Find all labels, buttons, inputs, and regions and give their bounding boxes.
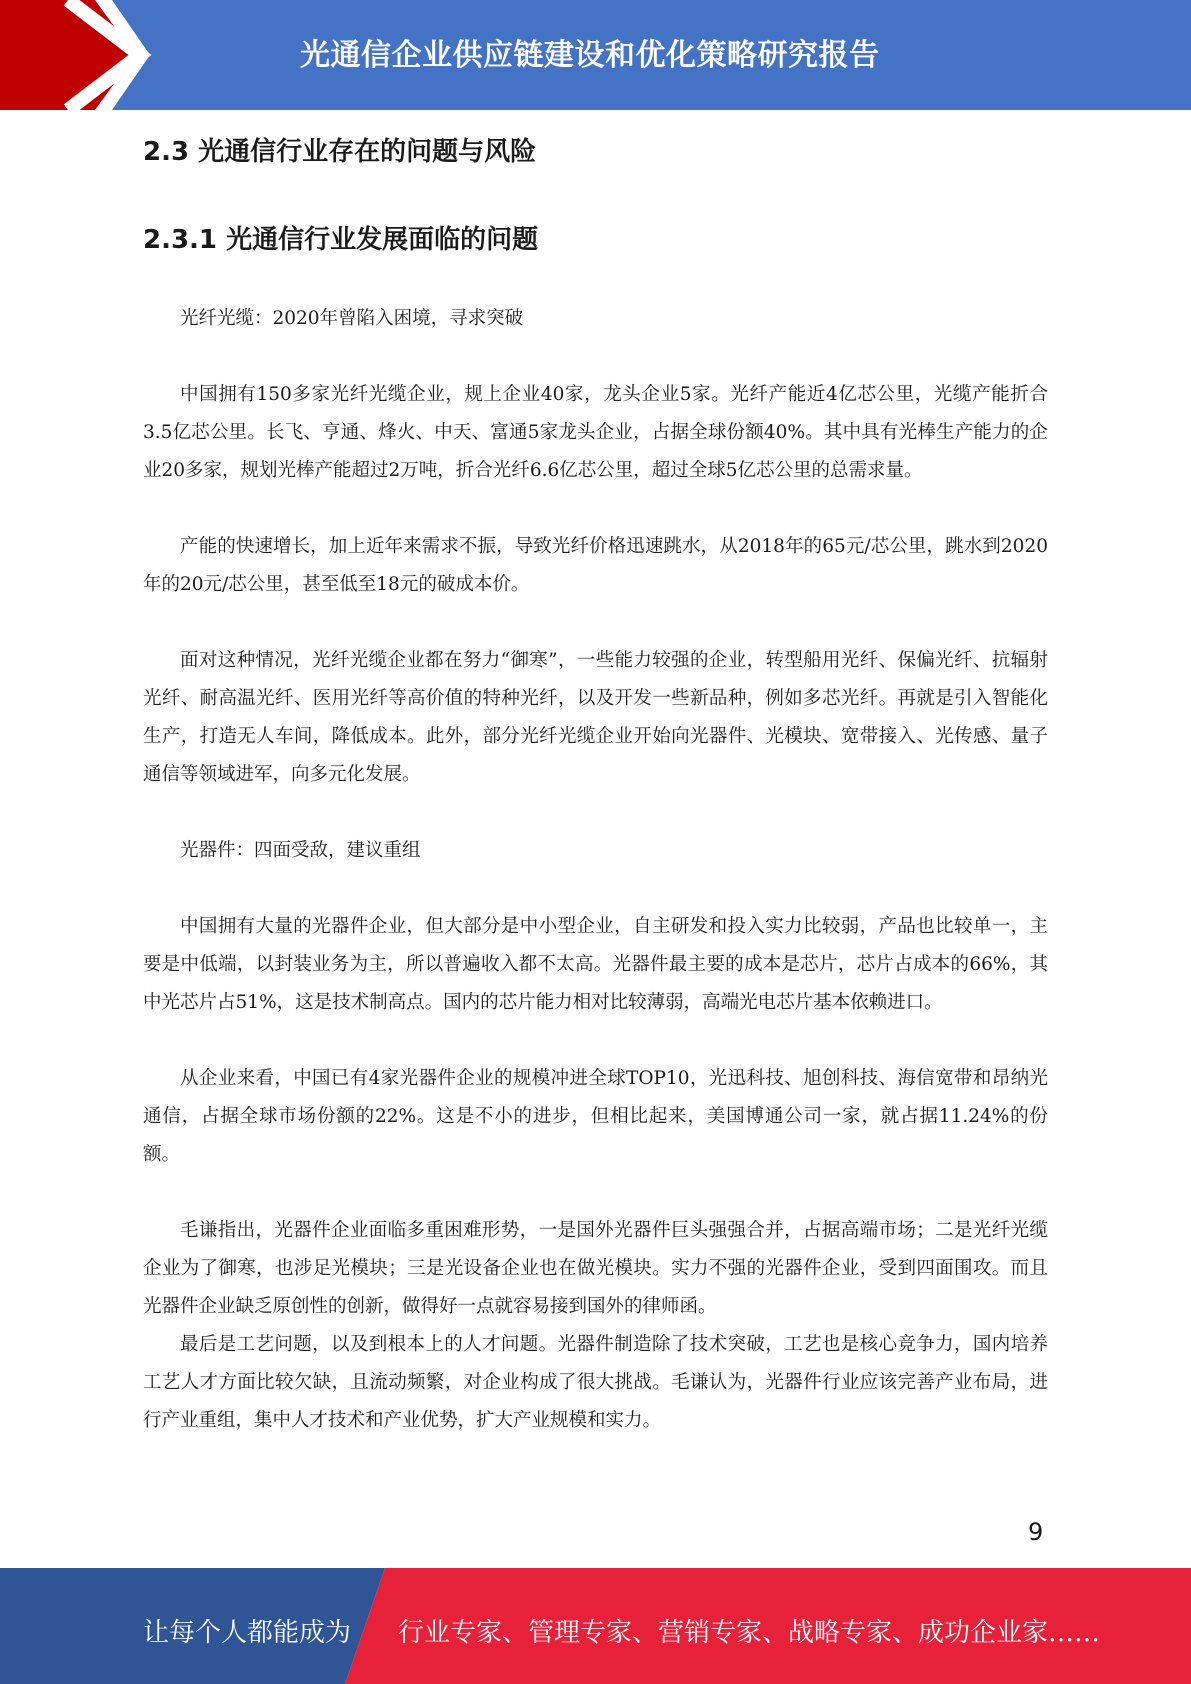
section-heading: 2.3 光通信行业存在的问题与风险 bbox=[143, 137, 537, 167]
page-header bbox=[0, 0, 1191, 110]
paragraph-fiber-industry: 中国拥有150多家光纤光缆企业，规上企业40家，龙头企业5家。光纤产能近4亿芯公里，光缆产能折合3.5亿芯公里。长飞、亨通、烽火、中天、富通5家龙头企业，占据全球份额40%。其中具有光棒生产能力的企业20多家，规划光棒产能超过2万吨，折合光纤6.6亿芯公里，超过全球5亿芯公里的总需求量。 bbox=[143, 384, 1048, 481]
report-title: 光通信企业供应链建设和优化策略研究报告 bbox=[300, 38, 880, 73]
footer-slogan-right: 行业专家、管理专家、营销专家、战略专家、成功企业家…… bbox=[398, 1618, 1101, 1648]
page-footer bbox=[0, 1568, 1191, 1684]
document-body bbox=[143, 118, 1048, 1440]
paragraph-fiber-response: 面对这种情况，光纤光缆企业都在努力“御寒”，一些能力较强的企业，转型船用光纤、保偏光纤、抗辐射光纤、耐高温光纤、医用光纤等高价值的特种光纤，以及开发一些新品种，例如多芯光纤。再就是引入智能化生产，打造无人车间，降低成本。此外，部分光纤光缆企业开始向光器件、光模块、宽带接入、光传感、量子通信等领域进军，向多元化发展。 bbox=[143, 650, 1048, 785]
footer-slogan-left: 让每个人都能成为 bbox=[143, 1618, 352, 1648]
paragraph-device-talent: 最后是工艺问题，以及到根本上的人才问题。光器件制造除了技术突破，工艺也是核心竞争力，国内培养工艺人才方面比较欠缺，且流动频繁，对企业构成了很大挑战。毛谦认为，光器件行业应该完善产业布局，进行产业重组，集中人才技术和产业优势，扩大产业规模和实力。 bbox=[143, 1334, 1048, 1431]
subsection-heading: 2.3.1 光通信行业发展面临的问题 bbox=[143, 225, 539, 255]
paragraph-device-companies: 从企业来看，中国已有4家光器件企业的规模冲进全球TOP10，光迅科技、旭创科技、海信宽带和昂纳光通信，占据全球市场份额的22%。这是不小的进步，但相比起来，美国博通公司一家，就占据11.24%的份额。 bbox=[143, 1068, 1048, 1165]
page-number: 9 bbox=[1028, 1518, 1044, 1546]
paragraph-fiber-title: 光纤光缆：2020年曾陷入困境，寻求突破 bbox=[180, 308, 524, 329]
paragraph-fiber-price: 产能的快速增长，加上近年来需求不振，导致光纤价格迅速跳水，从2018年的65元/芯公里，跳水到2020年的20元/芯公里，甚至低至18元的破成本价。 bbox=[143, 536, 1048, 595]
paragraph-device-title: 光器件：四面受敌，建议重组 bbox=[180, 840, 421, 861]
paragraph-device-industry: 中国拥有大量的光器件企业，但大部分是中小型企业，自主研发和投入实力比较弱，产品也比较单一，主要是中低端，以封装业务为主，所以普遍收入都不太高。光器件最主要的成本是芯片，芯片占成本的66%，其中光芯片占51%，这是技术制高点。国内的芯片能力相对比较薄弱，高端光电芯片基本依赖进口。 bbox=[143, 916, 1048, 1013]
paragraph-device-challenges: 毛谦指出，光器件企业面临多重困难形势，一是国外光器件巨头强强合并，占据高端市场；二是光纤光缆企业为了御寒，也涉足光模块；三是光设备企业也在做光模块。实力不强的光器件企业，受到四面围攻。而且光器件企业缺乏原创性的创新，做得好一点就容易接到国外的律师函。 bbox=[143, 1220, 1048, 1317]
